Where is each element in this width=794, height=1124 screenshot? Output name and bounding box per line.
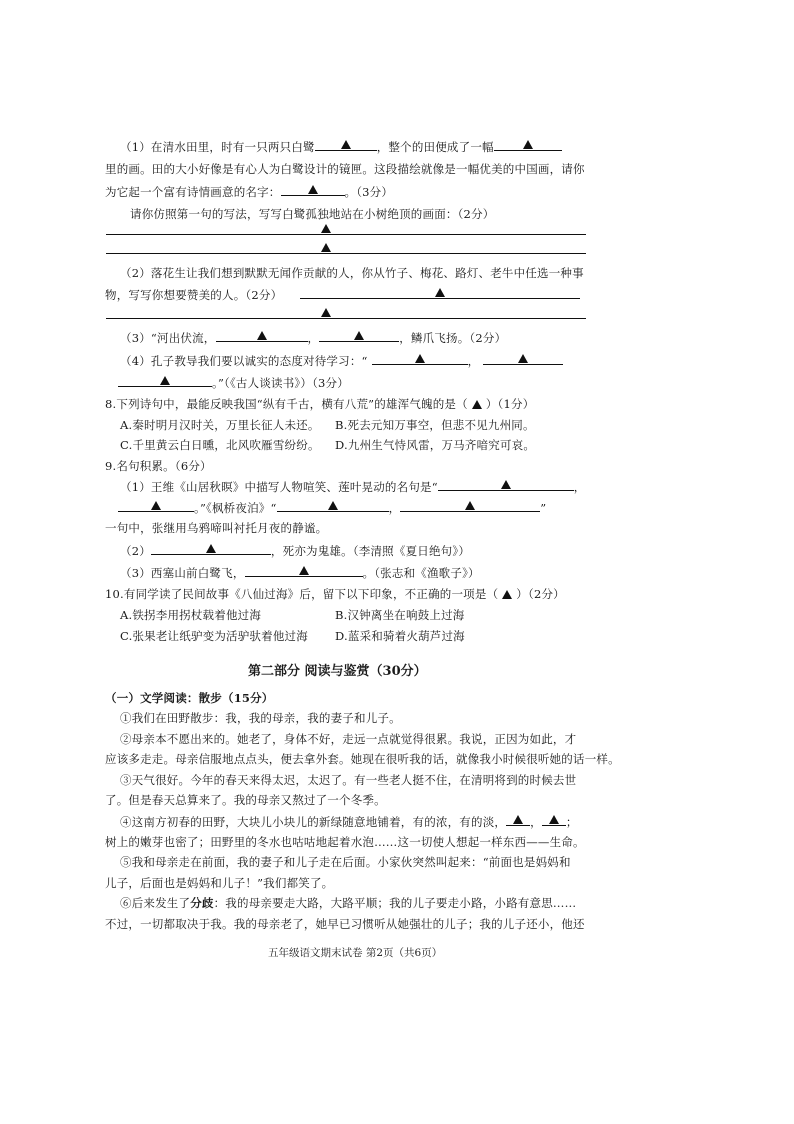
q8-option-c: C.千里黄云白日曛，北风吹雁雪纷纷。 xyxy=(120,438,320,452)
q10-option-a: A.铁拐李用拐杖载着他过海 xyxy=(120,608,262,622)
q10-option-c: C.张果老让纸驴变为活驴驮着他过海 xyxy=(120,629,308,643)
q9-line5: （3）西塞山前白鹭飞， 。（张志和《渔歌子》） xyxy=(120,566,480,580)
q10-option-b: B.汉钟离坐在响鼓上过海 xyxy=(335,608,465,622)
triangle-icon xyxy=(472,400,482,409)
answer-blank[interactable] xyxy=(245,564,363,577)
answer-blank[interactable] xyxy=(216,329,308,342)
paragraph-2b: 应该多走走。母亲信服地点点头，便去拿外套。她现在很听我的话，就像我小时候很听她的话一样。 xyxy=(105,752,620,766)
paragraph-5a: ⑤我和母亲走在前面，我的妻子和儿子走在后面。小家伙突然叫起来：“前面也是妈妈和 xyxy=(120,855,571,869)
q9-stem: 9.名句积累。（6分） xyxy=(105,459,212,473)
answer-blank[interactable] xyxy=(372,352,468,365)
triangle-icon xyxy=(321,243,331,252)
paragraph-3a: ③天气很好。今年的春天来得太迟，太迟了。有一些老人挺不住，在清明将到的时候去世 xyxy=(120,773,577,787)
triangle-icon xyxy=(513,815,523,824)
q10-stem: 10.有同学读了民间故事《八仙过海》后，留下以下印象，不正确的一项是（ ）（2分） xyxy=(105,587,565,601)
triangle-icon xyxy=(549,815,559,824)
q8-option-b: B.死去元知万事空，但悲不见九州同。 xyxy=(335,418,535,432)
answer-line[interactable] xyxy=(106,318,586,319)
triangle-icon xyxy=(465,501,475,510)
q7-p2-line2: 物，写写你想要赞美的人。（2分） xyxy=(105,286,580,303)
q8-stem: 8.下列诗句中，最能反映我国“纵有千古，横有八荒”的雄浑气魄的是（ ）（1分） xyxy=(105,397,535,411)
q8-option-a: A.秦时明月汉时关，万里长征人未还。 xyxy=(120,418,320,432)
triangle-icon xyxy=(321,308,331,317)
triangle-icon xyxy=(518,354,528,363)
answer-line[interactable] xyxy=(106,253,586,254)
paragraph-3b: 了。但是春天总算来了。我的母亲又熬过了一个冬季。 xyxy=(105,793,386,807)
q8-option-d: D.九州生气恃风雷，万马齐喑究可哀。 xyxy=(335,438,536,452)
q7-p3-line: （3）“河出伏流， ， ，鳞爪飞扬。（2分） xyxy=(120,331,507,345)
answer-blank[interactable] xyxy=(319,329,399,342)
q9-line3: 一句中，张继用乌鸦啼叫衬托月夜的静谧。 xyxy=(105,521,328,535)
answer-line[interactable] xyxy=(106,234,586,235)
answer-blank[interactable] xyxy=(151,542,271,555)
triangle-icon xyxy=(523,140,533,149)
q10-option-d: D.蓝采和骑着火葫芦过海 xyxy=(335,629,465,643)
triangle-icon xyxy=(415,354,425,363)
q9-line1: （1）王维《山居秋暝》中描写人物喧笑、莲叶晃动的名句是“ ， xyxy=(120,480,586,494)
triangle-icon xyxy=(206,544,216,553)
q7-p1-line3: 为它起一个富有诗情画意的名字： 。（3分） xyxy=(105,185,394,199)
q7-p1-line2: 里的画。田的大小好像是有心人为白鹭设计的镜匣。这段描绘就像是一幅优美的中国画，请你 xyxy=(105,162,585,176)
paragraph-4a: ④这南方初春的田野，大块儿小块儿的新绿随意地铺着，有的浓，有的淡， ， ； xyxy=(120,815,578,829)
reading-section-title: （一）文学阅读：散步（15分） xyxy=(105,691,274,705)
answer-blank[interactable] xyxy=(506,813,530,826)
triangle-icon xyxy=(341,140,351,149)
paragraph-4b: 树上的嫩芽也密了；田野里的冬水也咕咕地起着水泡……这一切使人想起一样东西——生命。 xyxy=(105,835,585,849)
answer-blank[interactable] xyxy=(118,374,212,387)
answer-blank[interactable] xyxy=(281,183,345,196)
q7-p1-line1: （1）在清水田里，时有一只两只白鹭 ，整个的田便成了一幅 xyxy=(120,138,562,155)
triangle-icon xyxy=(328,501,338,510)
answer-blank[interactable] xyxy=(438,478,574,491)
triangle-icon xyxy=(354,331,364,340)
answer-blank[interactable] xyxy=(315,138,377,151)
page-footer: 五年级语文期末试卷 第2页（共6页） xyxy=(268,947,443,959)
triangle-icon xyxy=(502,590,512,599)
q7-p2-line1: （2）落花生让我们想到默默无闻作贡献的人，你从竹子、梅花、路灯、老牛中任选一种事 xyxy=(120,266,584,280)
paragraph-6b: 不过，一切都取决于我。我的母亲老了，她早已习惯听从她强壮的儿子；我的儿子还小，他还 xyxy=(105,917,585,931)
triangle-icon xyxy=(308,185,318,194)
part2-title: 第二部分 阅读与鉴赏（30分） xyxy=(248,664,427,679)
triangle-icon xyxy=(435,288,445,297)
paragraph-6a: ⑥后来发生了分歧：我的母亲要走大路，大路平顺；我的儿子要走小路，小路有意思…… xyxy=(120,896,577,910)
answer-blank[interactable] xyxy=(483,352,563,365)
paragraph-2a: ②母亲本不愿出来的。她老了，身体不好，走远一点就觉得很累。我说，正因为如此，才 xyxy=(120,732,577,746)
answer-blank[interactable] xyxy=(118,499,194,512)
paragraph-5b: 儿子，后面也是妈妈和儿子！”我们都笑了。 xyxy=(105,876,334,890)
q7-p4-line2: 。”（《古人谈读书》）（3分） xyxy=(118,374,349,391)
paragraph-1: ①我们在田野散步：我，我的母亲，我的妻子和儿子。 xyxy=(120,711,401,725)
triangle-icon xyxy=(321,224,331,233)
answer-blank[interactable] xyxy=(400,499,540,512)
answer-blank[interactable] xyxy=(494,138,562,151)
q7-p4-line1: （4）孔子教导我们要以诚实的态度对待学习：“ ， xyxy=(120,352,563,369)
triangle-icon xyxy=(501,480,511,489)
answer-blank[interactable] xyxy=(277,499,389,512)
q7-p1-line4: 请你仿照第一句的写法，写写白鹭孤独地站在小树绝顶的画面：（2分） xyxy=(130,207,495,221)
q9-line4: （2） ，死亦为鬼雄。（李清照《夏日绝句》） xyxy=(120,544,471,558)
q9-line2: 。”《枫桥夜泊》“ ， ” xyxy=(118,499,546,516)
triangle-icon xyxy=(257,331,267,340)
triangle-icon xyxy=(160,376,170,385)
triangle-icon xyxy=(299,566,309,575)
triangle-icon xyxy=(151,501,161,510)
answer-blank[interactable] xyxy=(542,813,566,826)
answer-blank[interactable] xyxy=(300,286,580,299)
